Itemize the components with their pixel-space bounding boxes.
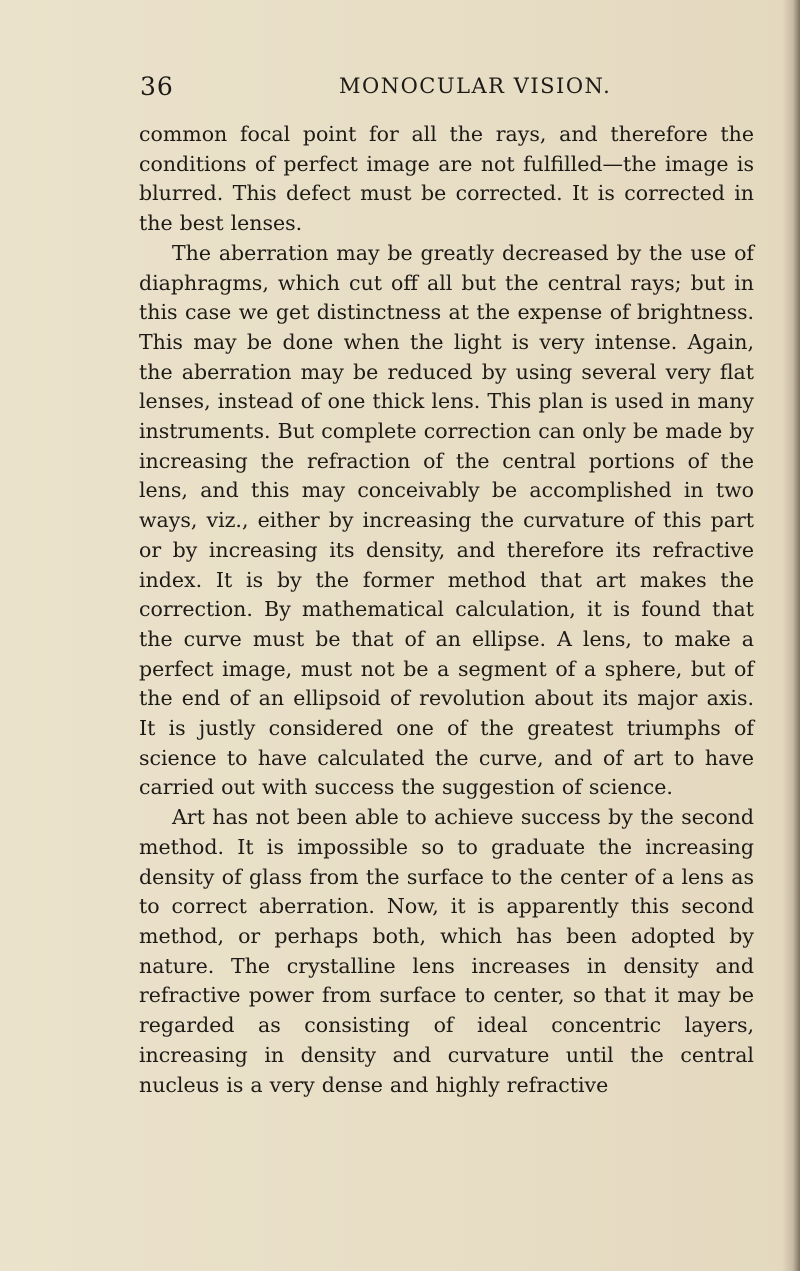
- running-head: MONOCULAR VISION.: [339, 74, 612, 98]
- paragraph-continued: common focal point for all the rays, and therefore the conditions of perfect image are not fulfilled—the image is blurred. This defect must be corrected. It is corrected in the best lenses.: [139, 122, 754, 236]
- page-header: [140, 72, 800, 102]
- body-text: [139, 120, 754, 1100]
- page-number: 36: [140, 72, 174, 101]
- paragraph-aberration: The aberration may be greatly decreased by the use of diaphragms, which cut off all but the central rays; but in this case we get distinctness at the expense of brightness. This may be done when the light is very intense. Again, the aberration may be reduced by using several very flat lenses, instead of one thick lens. This plan is used in many instruments. But complete correction can only be made by increasing the refraction of the central portions of the lens, and this may conceivably be accomplished in two ways, viz., either by increasing the curvature of this part or by increasing its density, and therefore its refractive index. It is by the former method that art makes the correction. By mathematical calculation, it is found that the curve must be that of an ellipse. A lens, to make a perfect image, must not be a segment of a sphere, but of the end of an ellipsoid of revolution about its major axis. It is justly considered one of the greatest triumphs of science to have calculated the curve, and of art to have carried out with success the suggestion of science.: [139, 240, 754, 800]
- page-edge-shadow: [782, 0, 800, 1271]
- paragraph-second-method: Art has not been able to achieve success by the second method. It is impossible so to graduate the increasing density of glass from the surface to the center of a lens as to correct aberration. Now, it is apparently this second method, or perhaps both, which has been adopted by nature. The crystalline lens increases in density and refractive power from surface to center, so that it may be regarded as consisting of ideal concentric layers, increasing in density and curvature until the central nucleus is a very dense and highly refractive: [139, 805, 754, 1097]
